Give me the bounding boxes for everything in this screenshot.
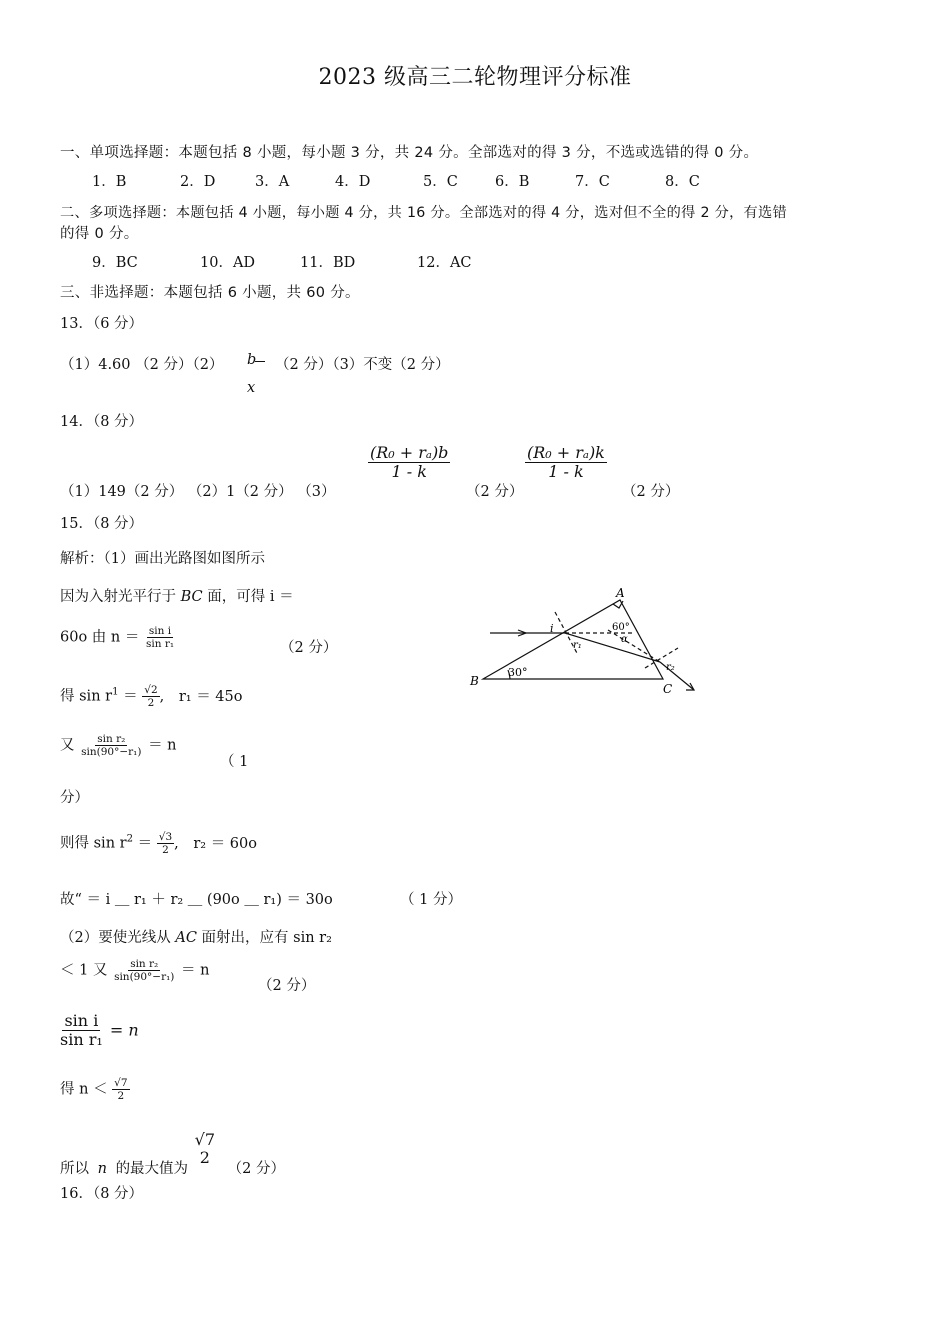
q16-label: 16．（8 分）: [60, 1186, 144, 1202]
label-angle-60: 60°: [612, 622, 630, 633]
label-a: A: [616, 586, 625, 600]
label-r1: r₁: [573, 640, 582, 651]
q13-label: 13．（6 分）: [60, 316, 144, 332]
q15-line8: ＜ 1 又 $\frac{\text{sin r₂}}{\text{sin(90°−r₁)}}$ ＝ n: [60, 958, 210, 984]
page-title: 2023 级高三二轮物理评分标准: [318, 65, 632, 90]
q14-fraction-1: $\frac{\text{(R₀ + rₐ)b}}{1 - k}$: [370, 443, 449, 482]
q15-label: 15．（8 分）: [60, 516, 144, 532]
q15-line6-score: （ 1 分）: [400, 892, 462, 908]
answer-7: 7．C: [575, 174, 610, 190]
q15-line3: 得 $\sin r^1$ ＝ $\frac{√2}{2}$ , r₁ ＝ 45o: [60, 684, 243, 710]
answer-8: 8．C: [665, 174, 700, 190]
q14-fraction-2: $\frac{\text{(R₀ + rₐ)k}}{1 - k}$: [527, 443, 605, 482]
section2-heading-line1: 二、多项选择题：本题包括 4 小题，每小题 4 分，共 16 分。全部选对的得 4 分，选对但不全的得 2 分，有选错: [60, 205, 788, 221]
q14-score-mid: （2 分）: [466, 484, 524, 500]
q15-line2-score: （2 分）: [280, 640, 338, 656]
q15-line10: 得 n ＜ $\frac{√7}{2}$: [60, 1077, 128, 1103]
q13-frac-numerator: b: [247, 352, 257, 368]
q15-line1: 因为入射光平行于 BC 面，可得 i ＝: [60, 589, 294, 605]
answer-10: 10．AD: [200, 255, 256, 271]
q15-line4: 又 $\frac{\text{sin r₂}}{\text{sin(90°−r₁)}}$ ＝ n: [60, 733, 177, 759]
q14-answer-part1: （1）149（2 分） （2）1（2 分） （3）: [60, 484, 336, 500]
light-path-diagram: [460, 580, 710, 700]
label-angle-b: 30°: [508, 666, 528, 679]
q15-line2: 60o 由 n ＝ $\frac{\text{sin i}}{\text{sin r₁}}$: [60, 625, 175, 651]
q15-line11: 所以 n 的最大值为 √7 2 （2 分）: [60, 1130, 285, 1178]
q15-line8-score: （2 分）: [258, 978, 316, 994]
q13-frac-denominator: x: [247, 380, 256, 396]
answer-11: 11．BD: [300, 255, 356, 271]
answer-9: 9．BC: [92, 255, 138, 271]
label-r2: r₂: [666, 662, 675, 673]
answer-5: 5．C: [423, 174, 458, 190]
label-i: i: [550, 622, 554, 635]
answer-12: 12．AC: [417, 255, 472, 271]
answer-1: 1．B: [92, 174, 127, 190]
q15-line4-score-cont: 分）: [60, 790, 89, 806]
label-c: C: [663, 682, 673, 696]
q15-analysis: 解析：（1）画出光路图如图所示: [60, 551, 265, 567]
dashed-to-c: [608, 630, 660, 662]
answer-3: 3．A: [255, 174, 290, 190]
answer-6: 6．B: [495, 174, 530, 190]
q14-label: 14．（8 分）: [60, 414, 144, 430]
q15-line4-score: （ 1: [220, 754, 249, 770]
label-alpha: α: [621, 634, 628, 645]
q15-line6: 故“ ＝ i ＿ r₁ ＋ r₂ ＿ (90o ＿ r₁) ＝ 30o: [60, 892, 333, 908]
q14-score-end: （2 分）: [622, 484, 680, 500]
section3-heading: 三、非选择题：本题包括 6 小题，共 60 分。: [60, 285, 360, 301]
section1-heading: 一、单项选择题：本题包括 8 小题，每小题 3 分，共 24 分。全部选对的得 3 分，不选或选错的得 0 分。: [60, 145, 759, 161]
q13-answer-part1: （1）4.60 （2 分）（2）: [60, 357, 224, 373]
q15-line5: 则得 $\sin r^2$ ＝ $\frac{√3}{2}$ , r₂ ＝ 60o: [60, 831, 257, 857]
q13-frac-bar: [255, 361, 265, 362]
answer-4: 4．D: [335, 174, 371, 190]
q15-line9: $\frac{\text{sin i}}{\text{sin r₁}}$ = n: [60, 1011, 139, 1050]
label-b: B: [470, 674, 479, 688]
q15-line7: （2）要使光线从 AC 面射出，应有 sin r₂: [60, 930, 332, 946]
section2-heading-line2: 的得 0 分。: [60, 226, 139, 242]
q13-answer-part2: （2 分）（3）不变（2 分）: [275, 357, 450, 373]
answer-2: 2．D: [180, 174, 216, 190]
